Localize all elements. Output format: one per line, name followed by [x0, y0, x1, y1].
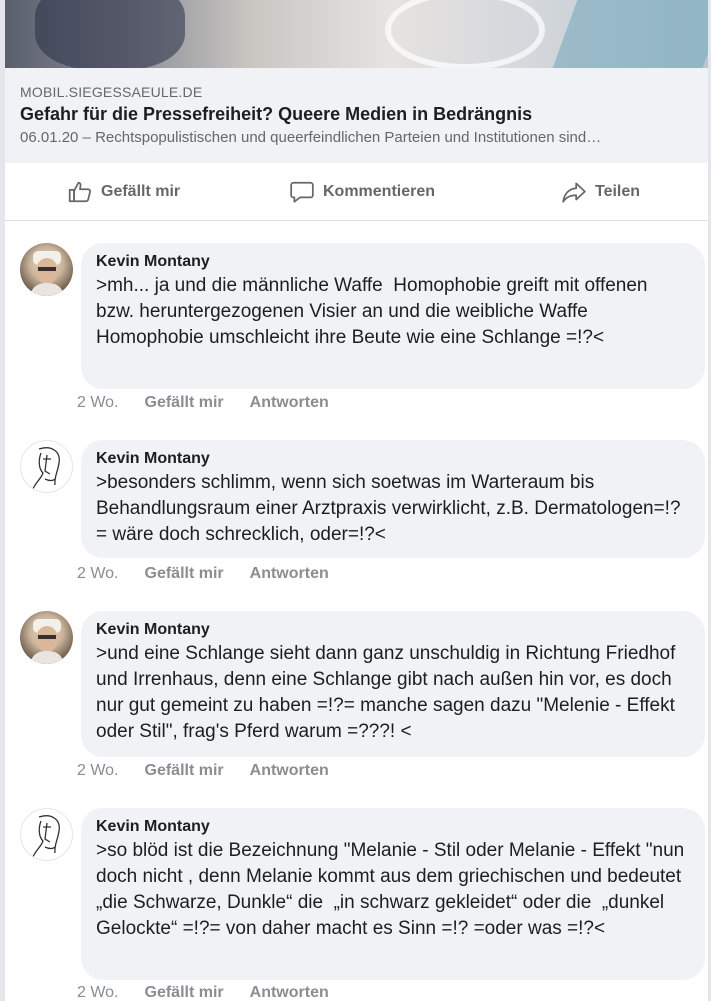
comment-icon — [289, 179, 315, 205]
comment-author[interactable]: Kevin Montany — [96, 818, 210, 835]
comment-meta — [77, 762, 329, 780]
comment-meta — [77, 565, 329, 583]
comment-reply-link[interactable]: Antworten — [249, 984, 329, 1001]
like-button[interactable] — [67, 179, 180, 205]
sketch-face-icon — [21, 809, 73, 861]
comment-time[interactable]: 2 Wo. — [77, 394, 119, 411]
comment-text: >mh... ja und die männliche Waffe Homophobie greift mit offenen bzw. heruntergezogenen Visier an und die weibliche Waffe Homophobie umschleicht ihre Beute wie eine Schlange =!?< — [96, 275, 653, 348]
comment-bubble — [81, 611, 705, 757]
profile-photo-icon — [20, 611, 73, 664]
sketch-face-icon — [21, 441, 73, 493]
comment-reply-link[interactable]: Antworten — [249, 565, 329, 582]
comment-text: >so blöd ist die Bezeichnung "Melanie - Stil oder Melanie - Effekt "nun doch nicht , denn Melanie kommt aus dem griechischen und bedeutet „die Schwarze, Dunkle“ die „in schwarz gekleidet“ oder die „dunkel Gelockte“ =!?= von daher macht es Sinn =!? =oder was =!?< — [96, 840, 692, 939]
comment-time[interactable]: 2 Wo. — [77, 762, 119, 779]
comment-button[interactable] — [289, 179, 435, 205]
comment-time[interactable]: 2 Wo. — [77, 565, 119, 582]
like-label: Gefällt mir — [101, 183, 181, 200]
comment-text: >besonders schlimm, wenn sich soetwas im Warteraum bis Behandlungsraum einer Arztpraxis verwirklicht, z.B. Dermatologen=!?= wäre doch schrecklich, oder=!?< — [96, 472, 681, 545]
comment-like-link[interactable]: Gefällt mir — [144, 762, 224, 779]
comment-like-link[interactable]: Gefällt mir — [144, 984, 224, 1001]
link-preview-card[interactable] — [5, 68, 708, 163]
comment-like-link[interactable]: Gefällt mir — [144, 394, 224, 411]
comment-reply-link[interactable]: Antworten — [249, 762, 329, 779]
post-action-bar — [5, 163, 708, 221]
avatar[interactable] — [20, 243, 73, 296]
link-title[interactable]: Gefahr für die Pressefreiheit? Queere Medien in Bedrängnis — [20, 104, 533, 124]
comment-author[interactable]: Kevin Montany — [96, 450, 210, 467]
comment-author[interactable]: Kevin Montany — [96, 621, 210, 638]
comment-bubble — [81, 440, 705, 558]
profile-photo-icon — [20, 243, 73, 296]
avatar[interactable] — [20, 611, 73, 664]
comment-meta — [77, 984, 329, 1001]
comment-time[interactable]: 2 Wo. — [77, 984, 119, 1001]
link-preview-image[interactable] — [5, 0, 708, 68]
comment-bubble — [81, 808, 705, 980]
comment-label: Kommentieren — [323, 183, 436, 200]
share-label: Teilen — [595, 183, 641, 200]
comment-reply-link[interactable]: Antworten — [249, 394, 329, 411]
link-description: 06.01.20 – Rechtspopulistischen und queerfeindlichen Parteien und Institutionen sind… — [20, 129, 602, 146]
thumbs-up-icon — [67, 179, 93, 205]
comment-bubble — [81, 243, 705, 389]
share-icon — [561, 179, 587, 205]
comment-author[interactable]: Kevin Montany — [96, 253, 210, 270]
avatar[interactable] — [20, 808, 73, 861]
avatar[interactable] — [20, 440, 73, 493]
comment-meta — [77, 394, 329, 412]
comment-text: >und eine Schlange sieht dann ganz unschuldig in Richtung Friedhof und Irrenhaus, denn eine Schlange gibt nach außen hin vor, es doch nur gut gemeint zu haben =!?= manche sagen dazu "Melenie - Effekt oder Stil", frag's Pferd warum =???! < — [96, 643, 681, 742]
link-domain: MOBIL.SIEGESSAEULE.DE — [20, 84, 203, 100]
share-button[interactable] — [561, 179, 640, 205]
comment-like-link[interactable]: Gefällt mir — [144, 565, 224, 582]
